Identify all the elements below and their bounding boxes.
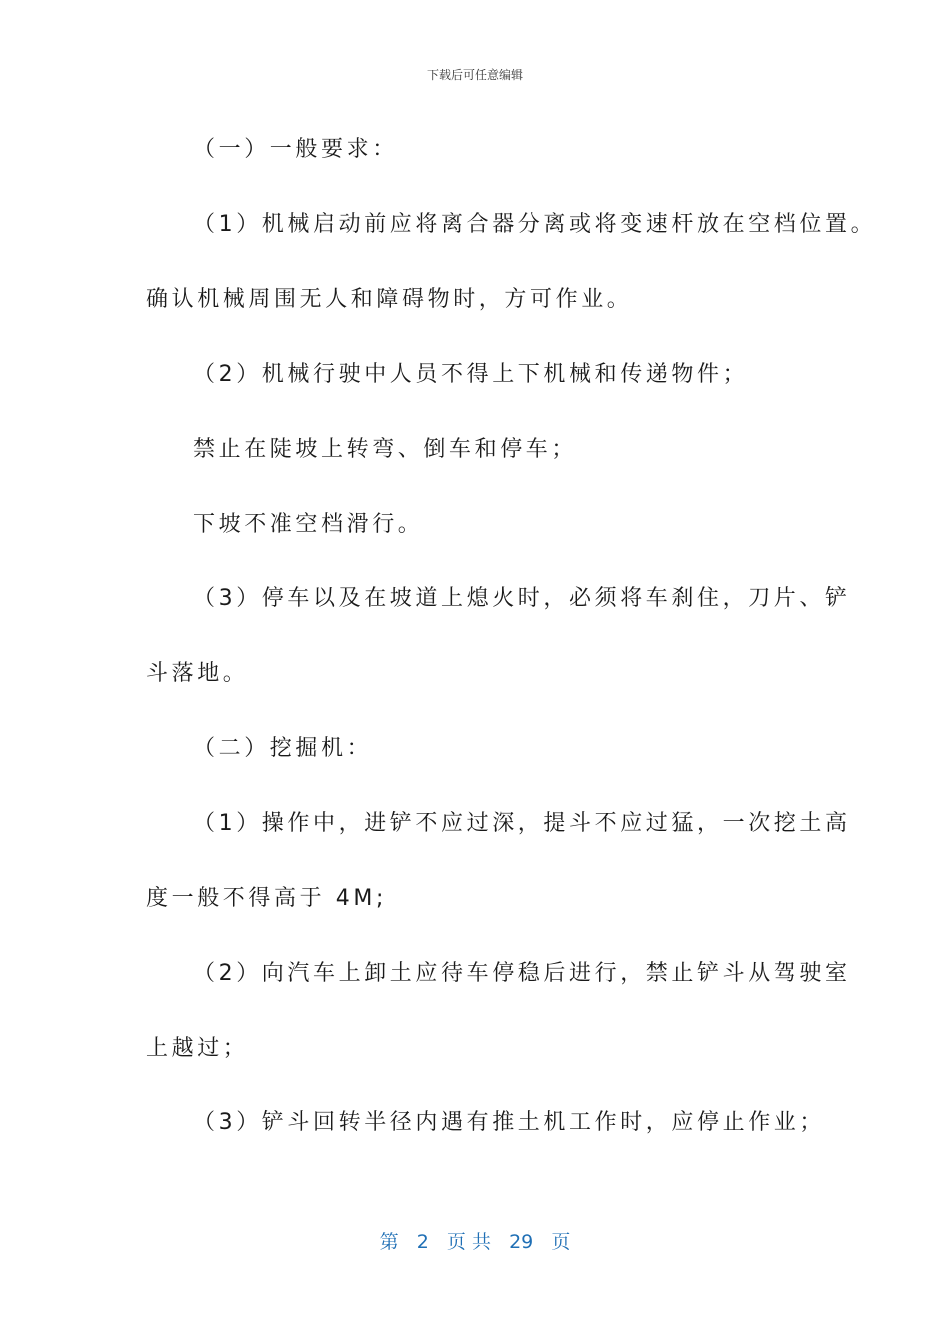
section-heading: （一）一般要求：	[193, 137, 398, 162]
paragraph-line: （2）向汽车上卸土应待车停稳后进行，禁止铲斗从驾驶室	[193, 961, 851, 986]
footer-suffix: 页	[551, 1231, 571, 1253]
page-header: 下载后可任意编辑	[426, 68, 523, 82]
section-heading: （二）挖掘机：	[193, 736, 373, 761]
paragraph-line: （3）铲斗回转半径内遇有推土机工作时，应停止作业；	[193, 1110, 825, 1135]
total-pages-number: 29	[509, 1231, 534, 1253]
footer-prefix: 第	[379, 1231, 399, 1253]
current-page-number: 2	[416, 1231, 429, 1253]
footer-middle: 页 共	[446, 1231, 491, 1253]
page-footer	[0, 1227, 950, 1254]
paragraph-line: （3）停车以及在坡道上熄火时，必须将车刹住，刀片、铲	[193, 586, 851, 611]
paragraph-line: （2）机械行驶中人员不得上下机械和传递物件；	[193, 362, 749, 387]
paragraph-line: 确认机械周围无人和障碍物时，方可作业。	[146, 287, 633, 312]
paragraph-line: 禁止在陡坡上转弯、倒车和停车；	[193, 437, 578, 462]
paragraph-line: 上越过；	[146, 1036, 249, 1061]
paragraph-line: （1）操作中，进铲不应过深，提斗不应过猛，一次挖土高	[193, 811, 851, 836]
paragraph-line: （1）机械启动前应将离合器分离或将变速杆放在空档位置。	[193, 212, 877, 237]
paragraph-line: 下坡不准空档滑行。	[193, 512, 424, 537]
paragraph-line: 斗落地。	[146, 661, 249, 686]
paragraph-line: 度一般不得高于 4M;	[146, 886, 387, 911]
